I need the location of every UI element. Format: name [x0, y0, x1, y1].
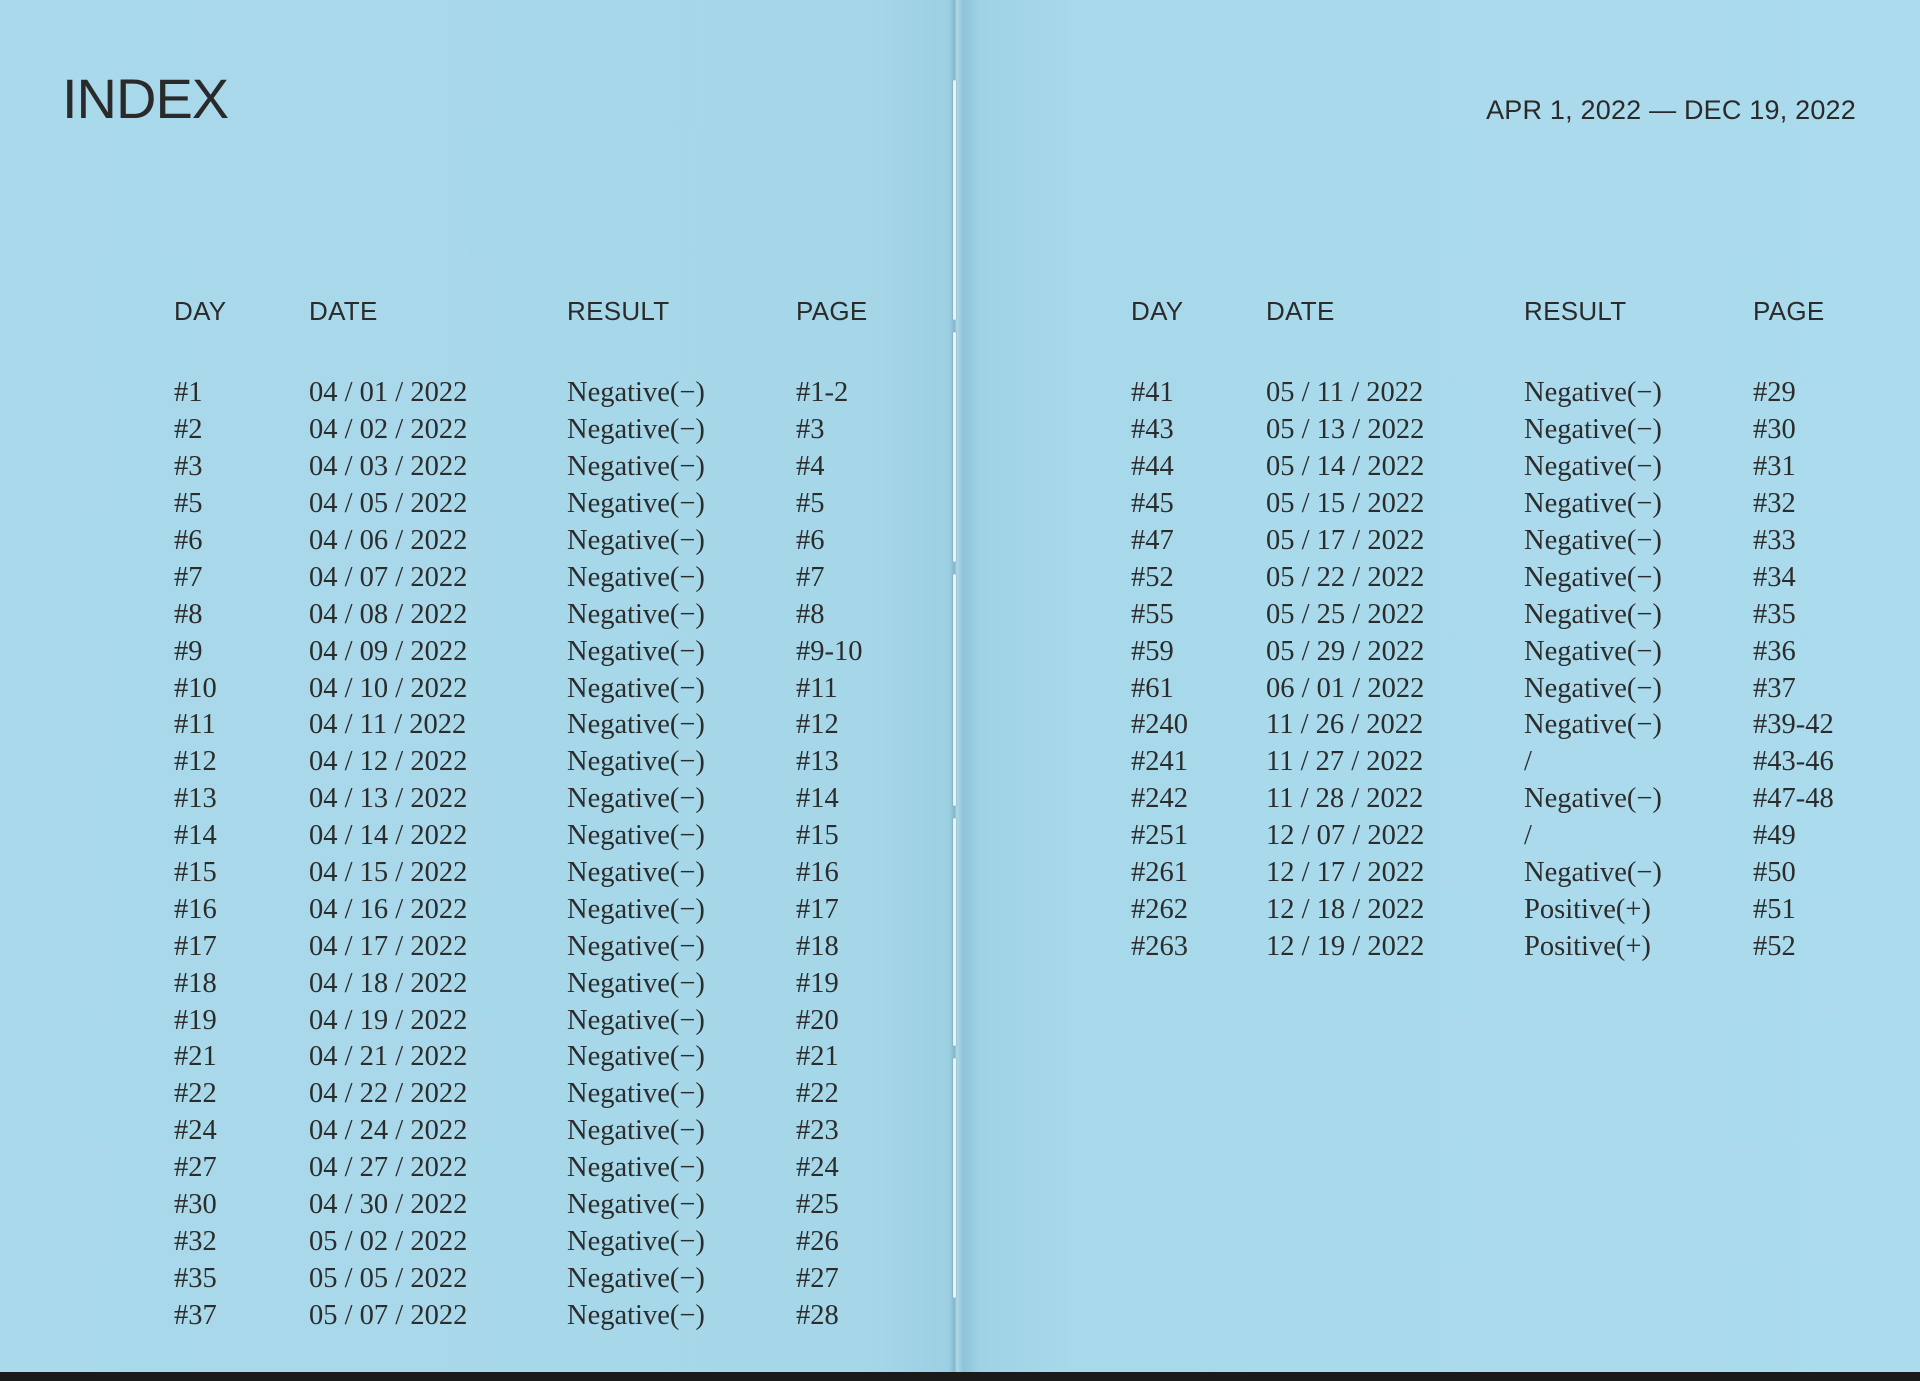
- date-cell: 05 / 15 / 2022: [1266, 488, 1425, 520]
- result-column-header: RESULT: [567, 295, 670, 326]
- page-number-cell: #21: [796, 1041, 839, 1073]
- result-cell: Negative(−): [567, 1004, 705, 1036]
- day-cell: #37: [174, 1299, 217, 1331]
- day-cell: #7: [174, 561, 203, 593]
- day-cell: #5: [174, 488, 203, 520]
- date-cell: 04 / 02 / 2022: [309, 414, 468, 446]
- result-cell: Negative(−): [567, 746, 705, 778]
- date-cell: 04 / 14 / 2022: [309, 820, 468, 852]
- day-cell: #2: [174, 414, 203, 446]
- date-cell: 12 / 17 / 2022: [1266, 857, 1425, 889]
- date-cell: 06 / 01 / 2022: [1266, 672, 1425, 704]
- date-cell: 05 / 05 / 2022: [309, 1262, 468, 1294]
- day-cell: #14: [174, 820, 217, 852]
- result-cell: Negative(−): [567, 1115, 705, 1147]
- date-cell: 04 / 17 / 2022: [309, 930, 468, 962]
- date-cell: 05 / 17 / 2022: [1266, 525, 1425, 556]
- index-row: [174, 559, 916, 596]
- result-cell: Negative(−): [1524, 561, 1662, 593]
- result-cell: Negative(−): [1524, 377, 1662, 409]
- day-cell: #44: [1131, 451, 1174, 483]
- index-row: [1131, 855, 1873, 892]
- index-row: [174, 596, 916, 633]
- day-cell: #55: [1131, 598, 1174, 630]
- page-number-cell: #29: [1753, 377, 1796, 409]
- index-row: [174, 375, 916, 412]
- result-cell: Negative(−): [1524, 414, 1662, 446]
- day-cell: #261: [1131, 857, 1188, 889]
- date-cell: 05 / 14 / 2022: [1266, 451, 1425, 483]
- page-number-cell: #16: [796, 857, 839, 889]
- page-number-cell: #15: [796, 820, 839, 852]
- page-number-cell: #51: [1753, 893, 1796, 925]
- day-cell: #240: [1131, 709, 1188, 741]
- index-row: [174, 1113, 916, 1150]
- page-number-cell: #5: [796, 488, 825, 520]
- day-cell: #241: [1131, 746, 1188, 778]
- day-cell: #263: [1131, 930, 1188, 962]
- result-cell: Negative(−): [567, 783, 705, 815]
- right-header-row: [1131, 293, 1873, 329]
- result-cell: Positive(+): [1524, 893, 1651, 925]
- right-rows: [1131, 375, 1873, 965]
- day-cell: #242: [1131, 783, 1188, 815]
- day-cell: #27: [174, 1152, 217, 1184]
- index-row: [174, 965, 916, 1002]
- index-row: [174, 1002, 916, 1039]
- binding-stitch: [953, 332, 956, 562]
- page-column-header: PAGE: [1753, 295, 1825, 326]
- result-cell: Negative(−): [1524, 783, 1662, 815]
- page-number-cell: #14: [796, 783, 839, 815]
- day-cell: #1: [174, 377, 203, 409]
- index-row: [174, 412, 916, 449]
- index-row: [174, 670, 916, 707]
- date-cell: 05 / 22 / 2022: [1266, 561, 1425, 593]
- result-cell: Positive(+): [1524, 930, 1651, 962]
- day-cell: #16: [174, 893, 217, 925]
- date-cell: 04 / 21 / 2022: [309, 1041, 468, 1073]
- result-cell: Negative(−): [567, 598, 705, 630]
- date-cell: 04 / 16 / 2022: [309, 893, 468, 925]
- result-cell: Negative(−): [1524, 525, 1662, 556]
- day-cell: #13: [174, 783, 217, 815]
- date-cell: 05 / 29 / 2022: [1266, 635, 1425, 667]
- page-number-cell: #8: [796, 598, 825, 630]
- result-cell: Negative(−): [567, 1041, 705, 1073]
- page-number-cell: #4: [796, 451, 825, 483]
- page-number-cell: #27: [796, 1262, 839, 1294]
- page-number-cell: #52: [1753, 930, 1796, 962]
- day-cell: #262: [1131, 893, 1188, 925]
- page-number-cell: #20: [796, 1004, 839, 1036]
- index-row: [1131, 596, 1873, 633]
- index-row: [1131, 891, 1873, 928]
- date-cell: 05 / 25 / 2022: [1266, 598, 1425, 630]
- result-cell: Negative(−): [1524, 672, 1662, 704]
- page-number-cell: #19: [796, 967, 839, 999]
- date-cell: 04 / 30 / 2022: [309, 1189, 468, 1221]
- day-cell: #32: [174, 1225, 217, 1257]
- result-cell: Negative(−): [567, 857, 705, 889]
- page-column-header: PAGE: [796, 295, 868, 326]
- day-cell: #61: [1131, 672, 1174, 704]
- index-row: [1131, 486, 1873, 523]
- result-cell: Negative(−): [567, 893, 705, 925]
- date-cell: 04 / 27 / 2022: [309, 1152, 468, 1184]
- date-cell: 04 / 10 / 2022: [309, 672, 468, 704]
- page-number-cell: #3: [796, 414, 825, 446]
- result-cell: Negative(−): [567, 672, 705, 704]
- day-cell: #59: [1131, 635, 1174, 667]
- result-cell: Negative(−): [567, 635, 705, 667]
- left-rows: [174, 375, 916, 1334]
- result-cell: Negative(−): [567, 1078, 705, 1110]
- result-column-header: RESULT: [1524, 295, 1627, 326]
- result-cell: Negative(−): [567, 820, 705, 852]
- page-number-cell: #18: [796, 930, 839, 962]
- date-cell: 04 / 19 / 2022: [309, 1004, 468, 1036]
- index-row: [174, 818, 916, 855]
- index-row: [174, 891, 916, 928]
- binding-stitch: [953, 1058, 956, 1298]
- index-row: [174, 1187, 916, 1224]
- page-number-cell: #35: [1753, 598, 1796, 630]
- result-cell: Negative(−): [567, 967, 705, 999]
- day-column-header: DAY: [1131, 295, 1184, 326]
- page-number-cell: #43-46: [1753, 746, 1834, 778]
- day-cell: #24: [174, 1115, 217, 1147]
- result-cell: Negative(−): [567, 930, 705, 962]
- day-cell: #8: [174, 598, 203, 630]
- day-cell: #43: [1131, 414, 1174, 446]
- page-number-cell: #31: [1753, 451, 1796, 483]
- left-index-table: [174, 293, 916, 1334]
- date-cell: 04 / 22 / 2022: [309, 1078, 468, 1110]
- day-cell: #15: [174, 857, 217, 889]
- page-number-cell: #11: [796, 672, 838, 704]
- day-column-header: DAY: [174, 295, 227, 326]
- day-cell: #17: [174, 930, 217, 962]
- page-number-cell: #26: [796, 1225, 839, 1257]
- day-cell: #11: [174, 709, 216, 741]
- day-cell: #6: [174, 525, 203, 556]
- result-cell: Negative(−): [567, 709, 705, 741]
- left-page: [0, 0, 950, 1372]
- result-cell: Negative(−): [567, 1299, 705, 1331]
- index-row: [174, 1039, 916, 1076]
- index-row: [174, 1260, 916, 1297]
- result-cell: Negative(−): [1524, 709, 1662, 741]
- day-cell: #12: [174, 746, 217, 778]
- date-range: APR 1, 2022 — DEC 19, 2022: [1486, 95, 1856, 125]
- index-row: [1131, 633, 1873, 670]
- page-title: INDEX: [62, 67, 229, 130]
- result-cell: /: [1524, 820, 1532, 852]
- date-cell: 12 / 18 / 2022: [1266, 893, 1425, 925]
- result-cell: Negative(−): [567, 561, 705, 593]
- index-row: [1131, 523, 1873, 560]
- day-cell: #3: [174, 451, 203, 483]
- date-cell: 04 / 13 / 2022: [309, 783, 468, 815]
- result-cell: Negative(−): [1524, 598, 1662, 630]
- day-cell: #41: [1131, 377, 1174, 409]
- page-number-cell: #36: [1753, 635, 1796, 667]
- right-index-table: [1131, 293, 1873, 965]
- index-row: [1131, 744, 1873, 781]
- page-number-cell: #17: [796, 893, 839, 925]
- index-row: [174, 1150, 916, 1187]
- day-cell: #19: [174, 1004, 217, 1036]
- index-row: [174, 1223, 916, 1260]
- index-row: [174, 928, 916, 965]
- page-number-cell: #9-10: [796, 635, 863, 667]
- page-number-cell: #6: [796, 525, 825, 556]
- index-row: [174, 781, 916, 818]
- date-cell: 04 / 03 / 2022: [309, 451, 468, 483]
- date-cell: 04 / 24 / 2022: [309, 1115, 468, 1147]
- result-cell: Negative(−): [1524, 451, 1662, 483]
- result-cell: Negative(−): [567, 525, 705, 556]
- index-row: [174, 633, 916, 670]
- result-cell: Negative(−): [567, 488, 705, 520]
- date-cell: 04 / 01 / 2022: [309, 377, 468, 409]
- day-cell: #18: [174, 967, 217, 999]
- index-row: [1131, 375, 1873, 412]
- day-cell: #47: [1131, 525, 1174, 556]
- page-number-cell: #7: [796, 561, 825, 593]
- result-cell: Negative(−): [567, 1225, 705, 1257]
- index-row: [174, 1076, 916, 1113]
- date-cell: 05 / 02 / 2022: [309, 1225, 468, 1257]
- page-number-cell: #28: [796, 1299, 839, 1331]
- day-cell: #22: [174, 1078, 217, 1110]
- page-number-cell: #23: [796, 1115, 839, 1147]
- page-number-cell: #33: [1753, 525, 1796, 556]
- index-row: [174, 1297, 916, 1334]
- index-row: [174, 855, 916, 892]
- date-cell: 04 / 15 / 2022: [309, 857, 468, 889]
- result-cell: Negative(−): [1524, 635, 1662, 667]
- left-header-row: [174, 293, 916, 329]
- index-row: [174, 486, 916, 523]
- index-row: [1131, 449, 1873, 486]
- date-cell: 04 / 12 / 2022: [309, 746, 468, 778]
- right-page: [962, 0, 1920, 1372]
- index-row: [174, 744, 916, 781]
- result-cell: /: [1524, 746, 1532, 778]
- result-cell: Negative(−): [567, 1152, 705, 1184]
- result-cell: Negative(−): [1524, 857, 1662, 889]
- day-cell: #10: [174, 672, 217, 704]
- page-number-cell: #24: [796, 1152, 839, 1184]
- page-number-cell: #37: [1753, 672, 1796, 704]
- binding-stitch: [953, 80, 956, 320]
- day-cell: #30: [174, 1189, 217, 1221]
- result-cell: Negative(−): [567, 1189, 705, 1221]
- day-cell: #251: [1131, 820, 1188, 852]
- date-cell: 04 / 09 / 2022: [309, 635, 468, 667]
- date-cell: 11 / 28 / 2022: [1266, 783, 1424, 815]
- index-row: [1131, 670, 1873, 707]
- date-cell: 04 / 08 / 2022: [309, 598, 468, 630]
- day-cell: #45: [1131, 488, 1174, 520]
- date-cell: 04 / 05 / 2022: [309, 488, 468, 520]
- day-cell: #21: [174, 1041, 217, 1073]
- date-cell: 04 / 11 / 2022: [309, 709, 467, 741]
- date-cell: 04 / 06 / 2022: [309, 525, 468, 556]
- index-row: [1131, 412, 1873, 449]
- page-number-cell: #34: [1753, 561, 1796, 593]
- date-cell: 12 / 07 / 2022: [1266, 820, 1425, 852]
- result-cell: Negative(−): [567, 377, 705, 409]
- date-cell: 12 / 19 / 2022: [1266, 930, 1425, 962]
- day-cell: #9: [174, 635, 203, 667]
- page-number-cell: #22: [796, 1078, 839, 1110]
- index-row: [1131, 707, 1873, 744]
- book-gutter: [949, 0, 963, 1372]
- page-number-cell: #1-2: [796, 377, 849, 409]
- index-row: [174, 449, 916, 486]
- date-cell: 05 / 07 / 2022: [309, 1299, 468, 1331]
- page-number-cell: #32: [1753, 488, 1796, 520]
- page-number-cell: #47-48: [1753, 783, 1834, 815]
- page-number-cell: #25: [796, 1189, 839, 1221]
- page-number-cell: #13: [796, 746, 839, 778]
- index-row: [1131, 559, 1873, 596]
- date-column-header: DATE: [1266, 295, 1335, 326]
- page-number-cell: #39-42: [1753, 709, 1834, 741]
- binding-stitch: [953, 818, 956, 1046]
- result-cell: Negative(−): [567, 414, 705, 446]
- page-number-cell: #12: [796, 709, 839, 741]
- result-cell: Negative(−): [1524, 488, 1662, 520]
- date-cell: 11 / 27 / 2022: [1266, 746, 1424, 778]
- date-cell: 11 / 26 / 2022: [1266, 709, 1424, 741]
- date-cell: 05 / 11 / 2022: [1266, 377, 1424, 409]
- result-cell: Negative(−): [567, 451, 705, 483]
- page-number-cell: #50: [1753, 857, 1796, 889]
- index-row: [174, 523, 916, 560]
- result-cell: Negative(−): [567, 1262, 705, 1294]
- index-row: [174, 707, 916, 744]
- day-cell: #35: [174, 1262, 217, 1294]
- index-row: [1131, 928, 1873, 965]
- date-cell: 04 / 07 / 2022: [309, 561, 468, 593]
- index-row: [1131, 781, 1873, 818]
- date-cell: 04 / 18 / 2022: [309, 967, 468, 999]
- index-row: [1131, 818, 1873, 855]
- date-cell: 05 / 13 / 2022: [1266, 414, 1425, 446]
- page-number-cell: #30: [1753, 414, 1796, 446]
- page-number-cell: #49: [1753, 820, 1796, 852]
- day-cell: #52: [1131, 561, 1174, 593]
- binding-stitch: [953, 574, 956, 806]
- date-column-header: DATE: [309, 295, 378, 326]
